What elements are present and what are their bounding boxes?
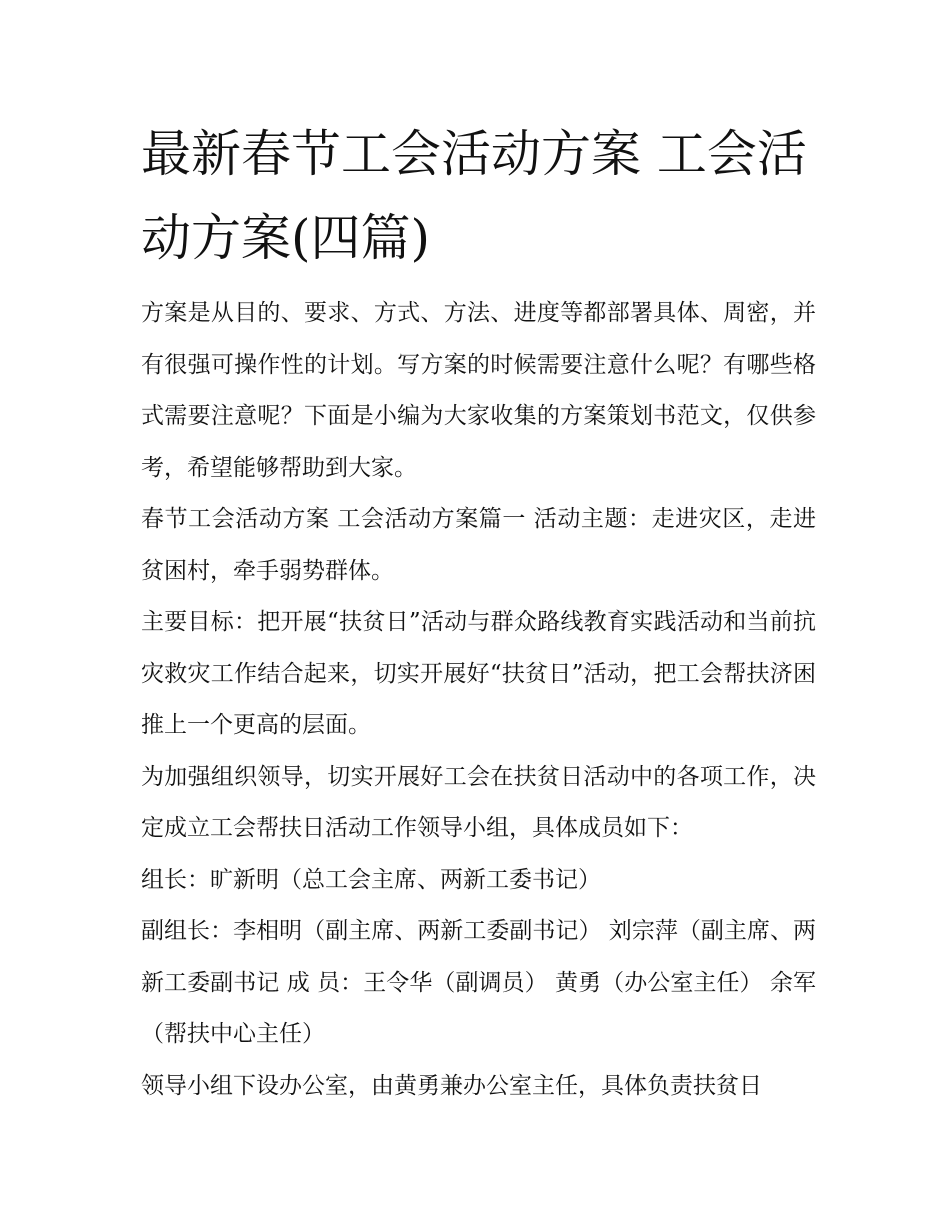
paragraph-office: 领导小组下设办公室，由黄勇兼办公室主任，具体负责扶贫日 — [141, 1072, 762, 1099]
document-page — [141, 112, 816, 1112]
document-body — [141, 288, 816, 1112]
paragraph-main-goal: 主要目标：把开展“扶贫日”活动与群众路线教育实践活动和当前抗灾救灾工作结合起来，切实开展好“扶贫日”活动，把工会帮扶济困推上一个更高的层面。 — [141, 609, 816, 738]
paragraph-leadership: 为加强组织领导，切实开展好工会在扶贫日活动中的各项工作，决定成立工会帮扶日活动工作领导小组，具体成员如下： — [141, 763, 816, 841]
paragraph-intro: 方案是从目的、要求、方式、方法、进度等都部署具体、周密，并有很强可操作性的计划。写方案的时候需要注意什么呢？有哪些格式需要注意呢？下面是小编为大家收集的方案策划书范文，仅供参考，希望能够帮助到大家。 — [141, 300, 816, 481]
document-title: 最新春节工会活动方案 工会活动方案(四篇) — [141, 125, 807, 267]
paragraph-group-leader: 组长：旷新明（总工会主席、两新工委书记） — [141, 866, 601, 893]
paragraph-deputy-leaders: 副组长：李相明（副主席、两新工委副书记） 刘宗萍（副主席、两新工委副书记 成 员：王令华（副调员） 黄勇（办公室主任） 余军（帮扶中心主任） — [141, 918, 816, 1047]
paragraph-activity-theme: 春节工会活动方案 工会活动方案篇一 活动主题：走进灾区，走进贫困村，牵手弱势群体。 — [141, 506, 816, 584]
